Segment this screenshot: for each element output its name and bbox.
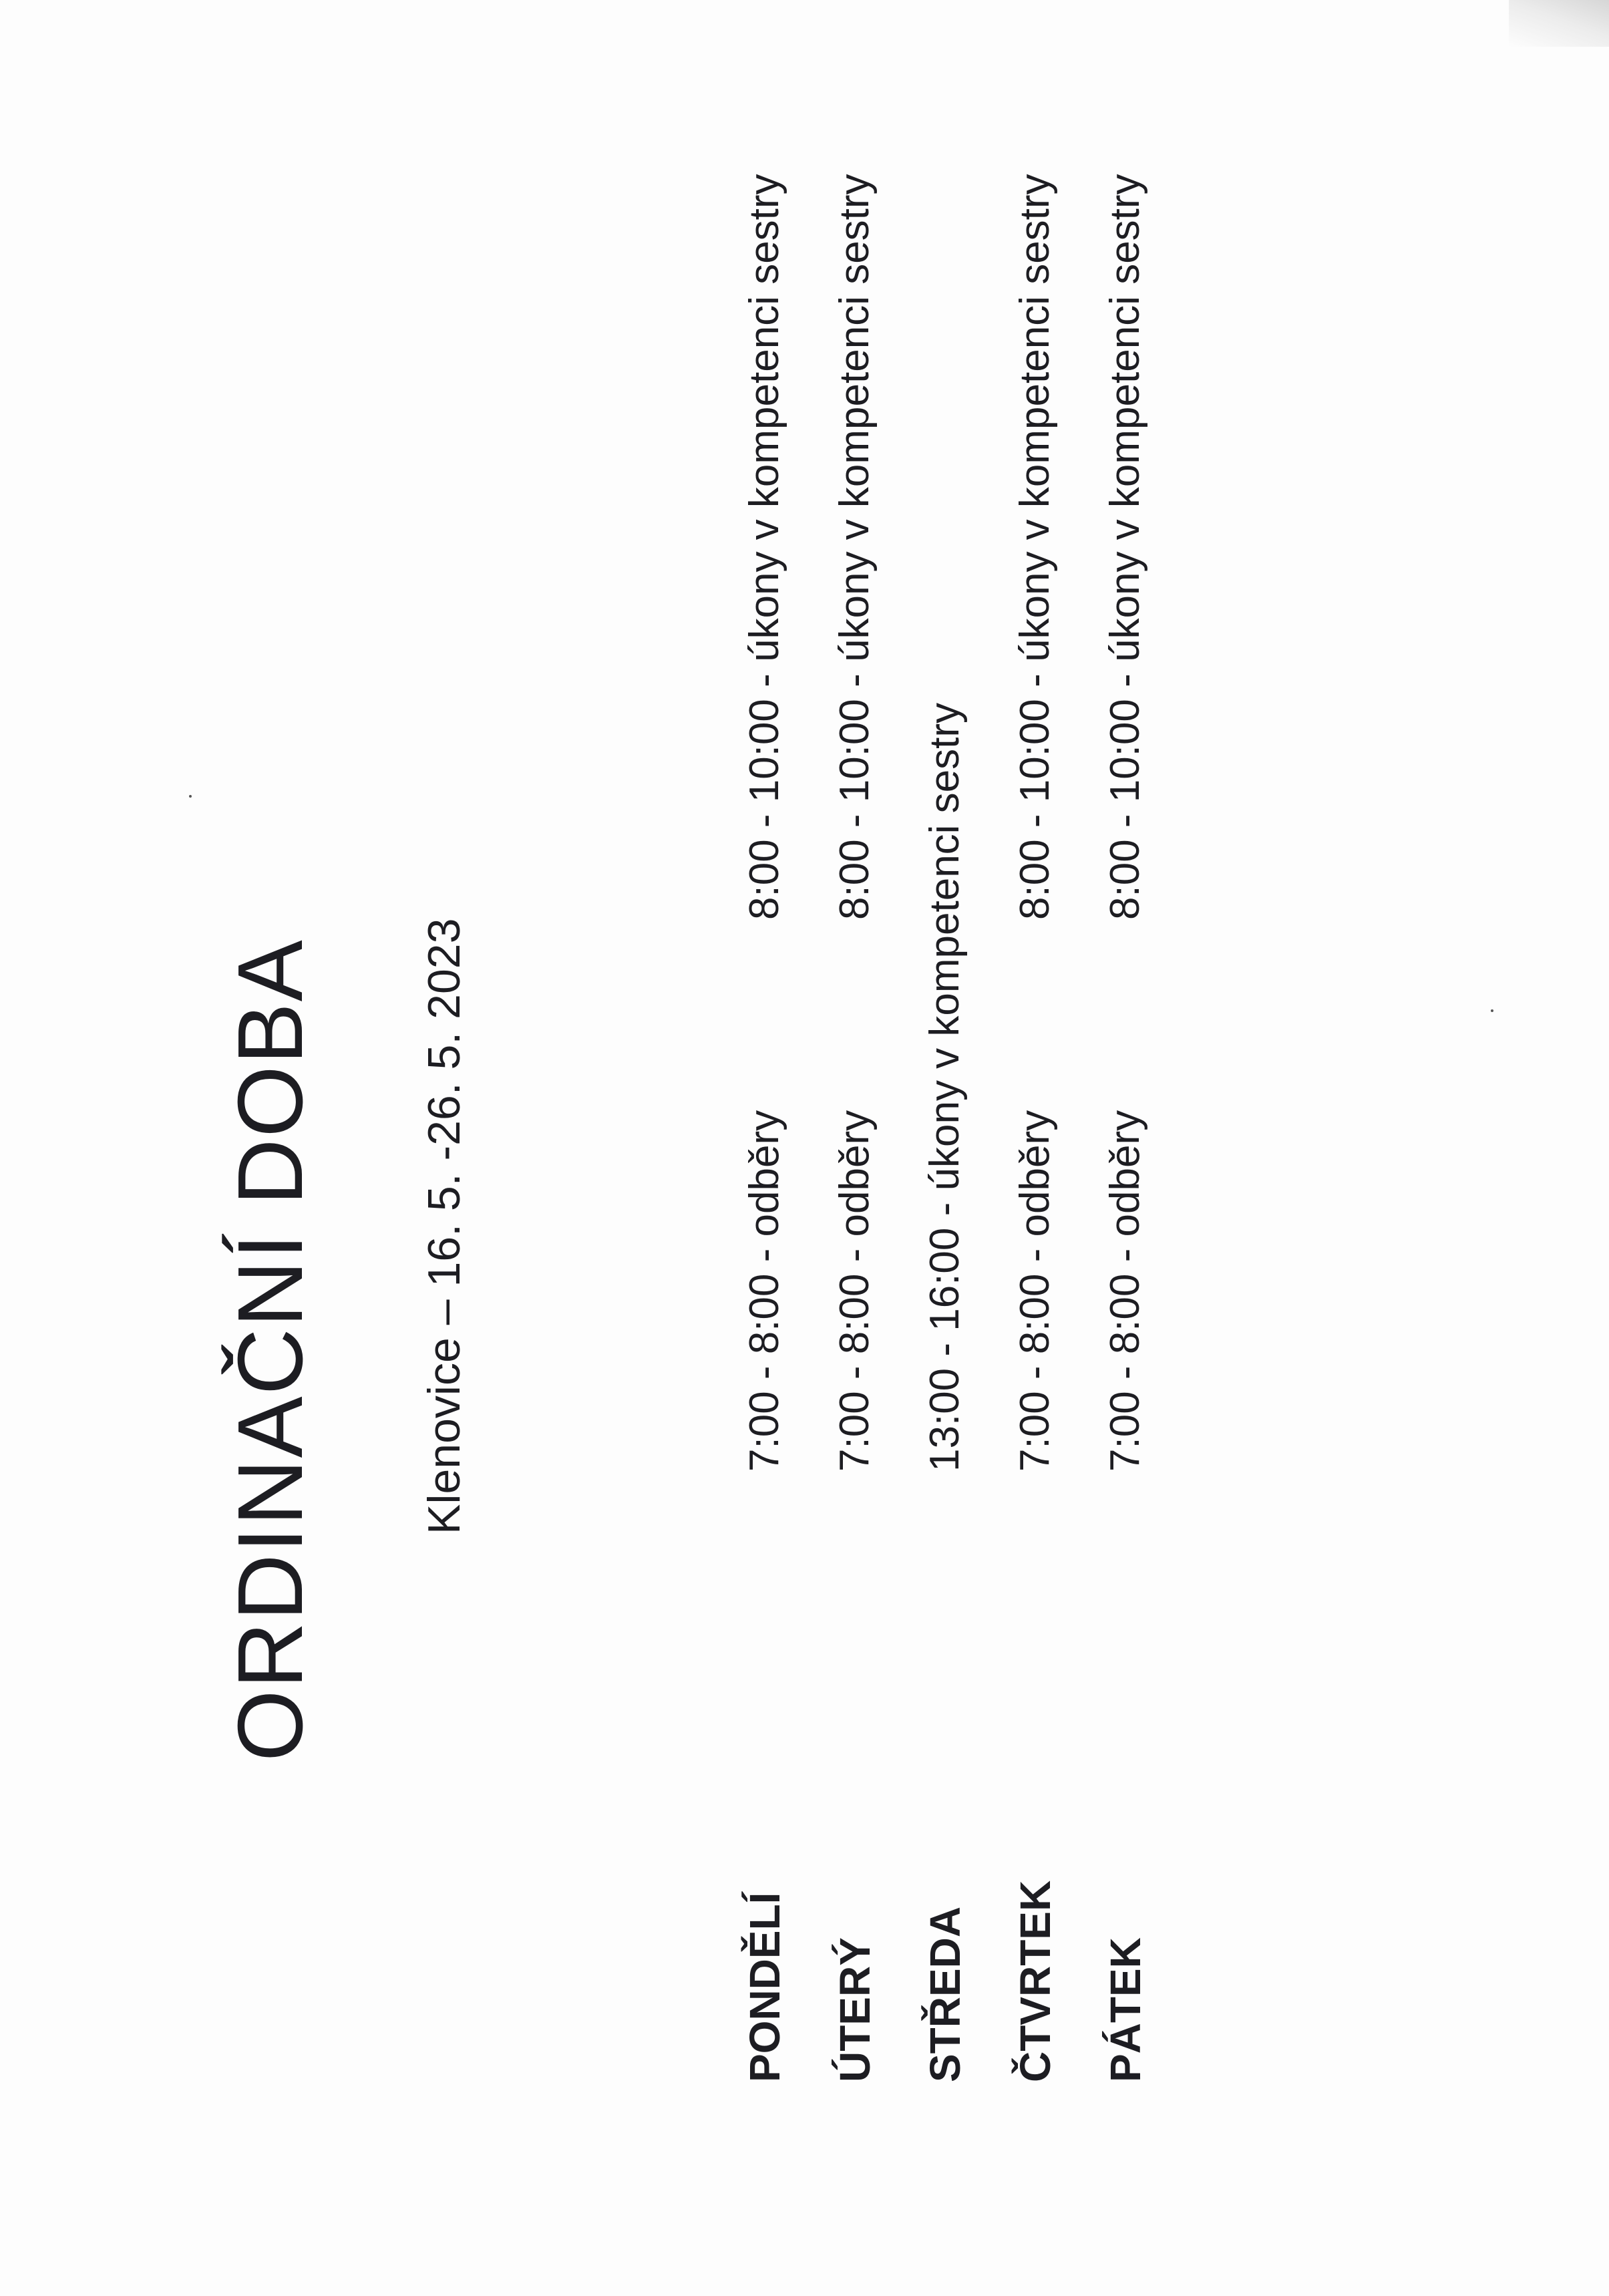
time-slot: 8:00 - 10:00 - úkony v kompetenci sestry — [832, 174, 878, 920]
schedule-row-wednesday — [918, 11, 972, 2082]
schedule-row-monday — [738, 11, 791, 2082]
day-label: STŘEDA — [921, 1906, 969, 2082]
page-title: ORDINAČNÍ DOBA — [219, 939, 322, 1762]
day-label: ÚTERÝ — [831, 1937, 879, 2082]
time-slot: 7:00 - 8:00 - odběry — [741, 1110, 787, 1472]
schedule-row-thursday — [1009, 11, 1062, 2082]
day-label: PONDĚLÍ — [741, 1892, 789, 2082]
time-slot: 8:00 - 10:00 - úkony v kompetenci sestry — [1012, 174, 1058, 920]
time-slot: 7:00 - 8:00 - odběry — [832, 1110, 878, 1472]
time-slot: 13:00 - 16:00 - úkony v kompetenci sestry — [922, 702, 968, 1472]
location-date-range: Klenovice – 16. 5. -26. 5. 2023 — [419, 918, 470, 1534]
schedule-row-friday — [1099, 11, 1152, 2082]
day-label: ČTVRTEK — [1011, 1880, 1059, 2082]
time-slot: 7:00 - 8:00 - odběry — [1012, 1110, 1058, 1472]
day-label: PÁTEK — [1101, 1937, 1149, 2082]
schedule-row-tuesday — [828, 11, 882, 2082]
office-hours-schedule — [738, 11, 1206, 2082]
time-slot: 8:00 - 10:00 - úkony v kompetenci sestry — [1102, 174, 1148, 920]
time-slot: 8:00 - 10:00 - úkony v kompetenci sestry — [741, 174, 787, 920]
time-slot: 7:00 - 8:00 - odběry — [1102, 1110, 1148, 1472]
